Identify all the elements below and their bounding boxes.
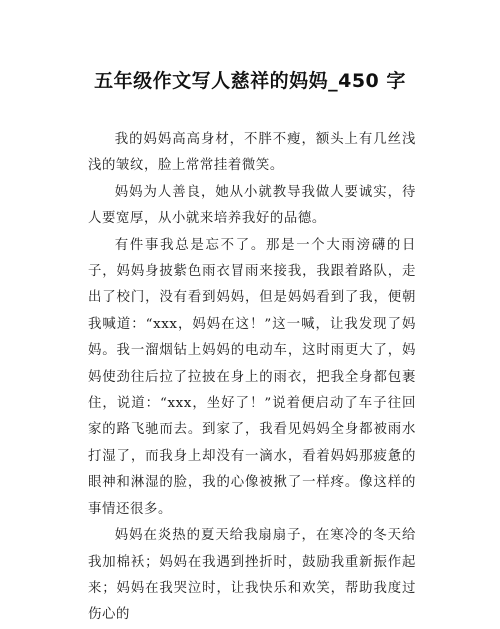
paragraph: 妈妈在炎热的夏天给我扇扇子，在寒冷的冬天给我加棉袄；妈妈在我遇到挫折时，鼓励我重新振作起来；妈妈在我哭泣时，让我快乐和欢笑，帮助我度过伤心的 <box>88 528 416 623</box>
paragraph: 妈妈为人善良，她从小就教导我做人要诚实，待人要宽厚，从小就来培养我好的品德。 <box>88 184 416 227</box>
document-body <box>88 127 416 629</box>
paragraph: 有件事我总是忘不了。那是一个大雨滂礴的日子，妈妈身披紫色雨衣冒雨来接我，我跟着路队，走出了校门，没有看到妈妈，但是妈妈看到了我，便朝我喊道：“xxx，妈妈在这！”这一喊，让我发现了妈妈。我一溜烟钻上妈妈的电动车，这时雨更大了，妈妈使劲往后拉了拉披在身上的雨衣，把我全身都包裹住，说道：“xxx，坐好了！”说着便启动了车子往回家的路飞驰而去。到家了，我看见妈妈全身都被雨水打湿了，而我身上却没有一滴水，看着妈妈那疲惫的眼神和淋湿的脸，我的心像被揪了一样疼。像这样的事情还很多。 <box>88 237 416 517</box>
paragraph: 我的妈妈高高身材，不胖不瘦，额头上有几丝浅浅的皱纹，脸上常常挂着微笑。 <box>88 132 416 174</box>
document-title: 五年级作文写人慈祥的妈妈_450 字 <box>94 70 406 92</box>
